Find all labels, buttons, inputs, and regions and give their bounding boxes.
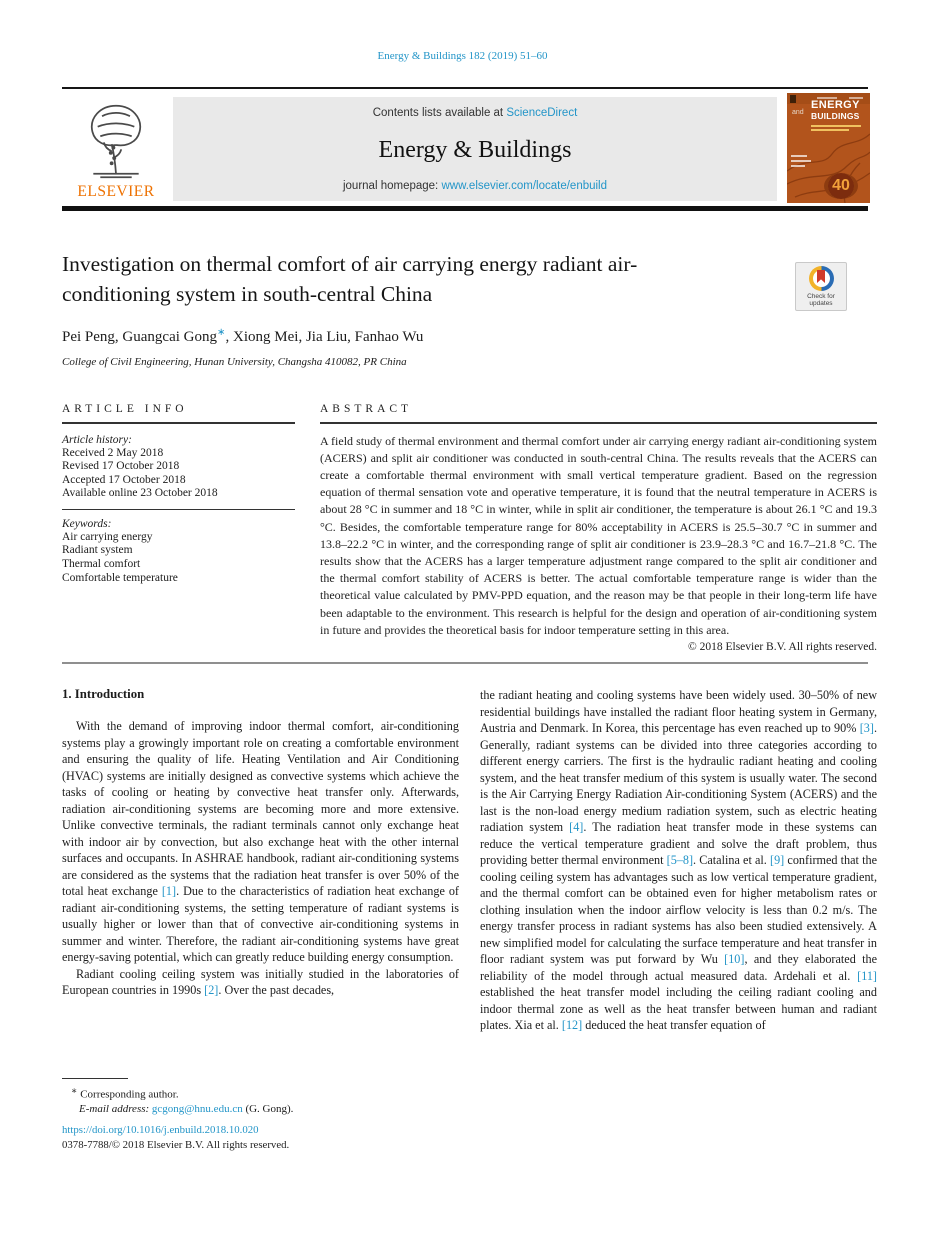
text-segment: , Xiong Mei, Jia Liu, Fanhao Wu — [225, 329, 424, 345]
article-info-heading: ARTICLE INFO — [62, 403, 188, 415]
citation-ref[interactable]: [1] — [161, 884, 177, 898]
doi-link[interactable]: https://doi.org/10.1016/j.enbuild.2018.10.020 — [62, 1124, 259, 1136]
intro-paragraph — [62, 966, 459, 999]
rule — [62, 509, 295, 510]
top-rule — [62, 87, 868, 89]
citation-ref[interactable]: [2] — [204, 983, 219, 997]
footer-block — [62, 1124, 289, 1151]
homepage-prefix: journal homepage: — [342, 180, 442, 192]
body-left-column — [62, 687, 459, 999]
cover-title — [811, 100, 860, 120]
text-segment: . Over the past decades, — [218, 983, 335, 997]
text-segment: Radiant cooling ceiling system was initially studied in the laboratories of European countries in 1990s — [62, 966, 459, 997]
corresponding-author-text: Corresponding author. — [80, 1088, 179, 1101]
intro-paragraph — [480, 687, 877, 1034]
intro-paragraph — [62, 718, 459, 966]
history-item: Revised 17 October 2018 — [62, 460, 180, 473]
text-segment: the radiant heating and cooling systems have been widely used. 30–50% of new residential buildings have installed the radiant floor heating system in Germany, Austria and Denmark. In Korea, this percentage has even reached up to 90% — [480, 688, 877, 735]
citation-ref[interactable]: [10] — [724, 952, 745, 966]
history-item: Accepted 17 October 2018 — [62, 473, 186, 486]
text-segment: Pei Peng, Guangcai Gong — [62, 329, 217, 345]
text-segment: deduced the heat transfer equation of — [582, 1018, 766, 1032]
elsevier-tree-icon — [72, 97, 160, 179]
check-updates-label — [796, 293, 846, 307]
cover-decor-bar — [811, 125, 861, 127]
keyword-item: Comfortable temperature — [62, 571, 178, 584]
abstract-text: A field study of thermal environment and thermal comfort under air carrying energy radiant air-conditioning system (ACERS) and split air conditioner was conducted in south-central China. The results reveals that the ACERS can create a comfortable thermal environment with small vertical temperature gradient. Based on the regression equation of thermal sensation vote and operative temperature, it is found that the neutral temperature in ACERS is about 28 °C in summer and 18 °C in winter, while in split air conditioner, the temperature is about 26.1 °C and 19.3 °C. Besides, the comfortable temperature range for 80% acceptability in ACERS is 25.5–30.7 °C in summer and 13.8–22.2 °C in winter, and the corresponding range of split air conditioner is 23.9–28.3 °C and 16.7–21.8 °C. The results show that the ACERS has a larger temperature adjustment range compared to the split air conditioner and the thermal comfort stability of ACERS is better. The actual comfortable temperature range is wider than the theoretical value calculated by PMV-PPD equation, and the reason may be that people in their long-term life have been adaptable to the environment. This research is helpful for the design and operation of air-conditioning system in future and provides the theoretical basis for indoor temperature setting in this area. — [320, 433, 877, 637]
crossmark-icon — [809, 266, 834, 291]
text-segment: . Catalina et al. — [693, 853, 771, 867]
keyword-item: Radiant system — [62, 544, 133, 557]
footnote-rule — [62, 1078, 128, 1079]
article-history-label: Article history: — [62, 433, 132, 446]
check-updates-line2: updates — [809, 300, 833, 307]
cover-title-line2: BUILDINGS — [811, 110, 860, 121]
text-segment: , and they elaborated the reliability of the model through actual measured data. Ardehali et al. — [480, 952, 878, 983]
citation-ref[interactable]: [11] — [857, 968, 877, 983]
text-segment: With the demand of improving indoor thermal comfort, air-conditioning systems play a growingly important role on creating a comfortable environment and ensuring the quality of life. Heating Ventilation and Air Conditioning (HVAC) systems are initially designed as convective systems which achieve the tasks of cooling or heating by convective heat transfer only. Afterwards, radiation air-conditioning systems are becoming more and more extensive. Unlike convective terminals, the radiant terminals cannot only exchange heat with indoor air by convection, but also exchange heat with the other internal surfaces and occupants. In ASHRAE handbook, radiant air-conditioning systems are considered as the systems that the radiation heat transfer is over 50% of the total heat exchange — [62, 719, 459, 898]
section-heading-introduction: 1. Introduction — [62, 687, 145, 701]
text-segment: . Generally, radiant systems can be divided into three categories according to different energy carriers. The first is the hydraulic radiant heating and cooling system, and the heat transfer medium of this system is usually water. The second is the Air Carrying Energy Radiation Air-conditioning System (ACERS) and the last is the non-load energy medium radiation system, such as electric heating radiation system — [480, 721, 877, 834]
keyword-item: Thermal comfort — [62, 558, 141, 571]
email-line — [62, 1103, 459, 1115]
abstract-copyright: © 2018 Elsevier B.V. All rights reserved. — [688, 640, 877, 653]
keyword-item: Air carrying energy — [62, 530, 153, 543]
cover-anniversary-emblem — [824, 173, 858, 199]
author-list — [62, 327, 423, 346]
citation-ref[interactable]: [4] — [569, 820, 584, 834]
text-segment: . The radiation heat transfer mode in these systems can reduce the vertical temperature gradient and solve the draft problem, thus providing better thermal environment — [480, 820, 878, 867]
footnote-block — [62, 1078, 459, 1115]
abstract-heading: ABSTRACT — [320, 403, 413, 415]
cover-title-line1: ENERGY — [811, 99, 860, 111]
text-segment: confirmed that the cooling ceiling system has advantages such as low vertical temperature gradient, and the thermal comfort can be obtained even for higher metabolism rates or clothing insulation when the indoor airflow velocity is less than 0.2 m/s. The energy transfer process in radiant systems has also been studied extensively. A new simplified model for calculating the surface temperature and heat transfer in floor radiant system was put forward by Wu — [480, 853, 878, 966]
citation-ref[interactable]: [5–8] — [666, 853, 694, 867]
journal-title: Energy & Buildings — [378, 137, 572, 163]
email-suffix: (G. Gong). — [245, 1102, 294, 1115]
cover-decor-bar — [791, 165, 805, 167]
citation-ref[interactable]: ∗ — [216, 327, 226, 338]
email-label: E-mail address: — [79, 1102, 150, 1115]
check-updates-line1: Check for — [807, 293, 835, 300]
cover-anniversary-number: 40 — [832, 177, 850, 194]
cover-decor-bar — [791, 155, 807, 157]
footnote-star: ∗ — [71, 1086, 78, 1095]
keywords-label: Keywords: — [62, 517, 112, 530]
contents-line — [173, 107, 777, 119]
article-title: Investigation on thermal comfort of air carrying energy radiant air-conditioning system in south-central China — [62, 252, 638, 306]
corresponding-author-note — [62, 1086, 459, 1101]
contents-prefix: Contents lists available at — [372, 107, 507, 119]
email-link[interactable]: gcgong@hnu.edu.cn — [151, 1102, 243, 1115]
cover-publisher-mark — [790, 95, 796, 103]
text-segment: established the heat transfer model including the ceiling radiant cooling and indoor thermal zone as well as the heat transfer between human and radiant plates. Xia et al. — [480, 985, 877, 1032]
homepage-link[interactable]: www.elsevier.com/locate/enbuild — [441, 180, 608, 192]
crossmark-ribbon-icon — [817, 270, 825, 283]
rule — [320, 422, 877, 424]
journal-citation: Energy & Buildings 182 (2019) 51–60 — [377, 50, 548, 62]
journal-cover-thumbnail[interactable] — [787, 93, 870, 203]
elsevier-logo[interactable] — [62, 97, 170, 201]
citation-ref[interactable]: [12] — [561, 1018, 583, 1032]
history-item: Received 2 May 2018 — [62, 446, 164, 459]
cover-and-label: and — [792, 109, 804, 116]
header-divider-rule — [62, 206, 868, 211]
rule — [62, 422, 295, 424]
citation-ref[interactable]: [9] — [770, 853, 785, 867]
check-for-updates-badge[interactable] — [795, 262, 847, 311]
issn-copyright-line: 0378-7788/© 2018 Elsevier B.V. All rights reserved. — [62, 1139, 290, 1151]
text-segment: . Due to the characteristics of radiation heat exchange of radiant air-conditioning systems, the setting temperature of radiant systems is usually higher or lower than that of convective air-conditioning systems in summer and winter. Therefore, the radiant air-conditioning systems have great energy-saving potential, which can greatly reduce building energy consumption. — [62, 884, 459, 964]
body-right-column — [480, 687, 877, 1034]
abstract-column — [320, 403, 877, 653]
abstract-divider-rule — [62, 662, 868, 664]
banner-center — [173, 97, 777, 201]
article-info-column — [62, 403, 295, 585]
history-item: Available online 23 October 2018 — [62, 487, 218, 500]
homepage-line — [173, 180, 777, 192]
citation-ref[interactable]: [3] — [859, 721, 874, 735]
cover-decor-bar — [791, 160, 811, 162]
journal-header-banner — [62, 97, 868, 201]
elsevier-wordmark: ELSEVIER — [77, 183, 155, 200]
author-affiliation: College of Civil Engineering, Hunan University, Changsha 410082, PR China — [62, 356, 407, 368]
sciencedirect-link[interactable]: ScienceDirect — [506, 107, 578, 119]
